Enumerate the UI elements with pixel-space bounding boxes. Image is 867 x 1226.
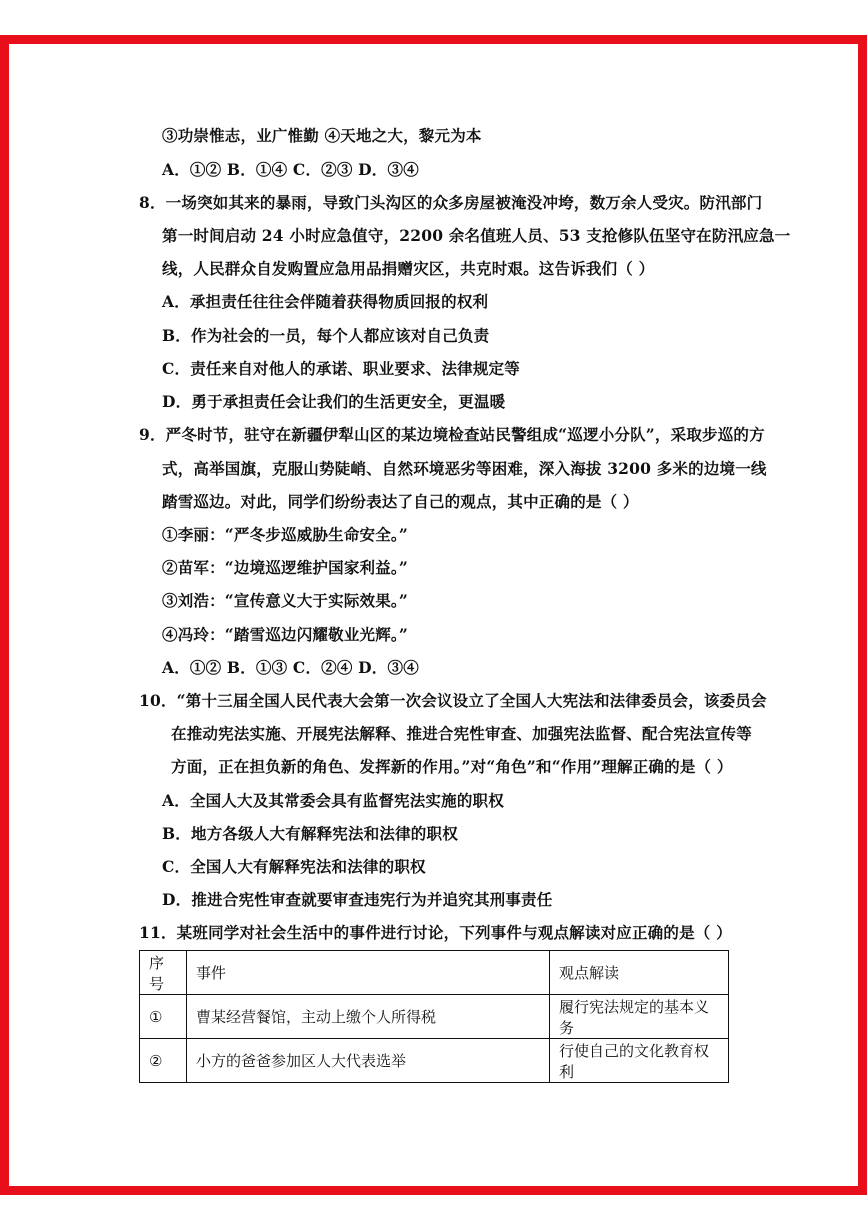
q8-option-b: B．作为社会的一员，每个人都应该对自己负责 xyxy=(162,326,490,345)
row-index: ② xyxy=(140,1039,187,1083)
q8-stem-line3: 线，人民群众自发购置应急用品捐赠灾区，共克时艰。这告诉我们（ ） xyxy=(162,259,655,278)
q10-option-b: B．地方各级人大有解释宪法和法律的职权 xyxy=(162,824,458,843)
q9-statement-1: ①李丽：“严冬步巡威胁生命安全。” xyxy=(162,525,408,544)
q7-options-3-4: ③功崇惟志，业广惟勤 ④天地之大，黎元为本 xyxy=(162,126,482,145)
q11-stem: 11．某班同学对社会生活中的事件进行讨论，下列事件与观点解读对应正确的是（ ） xyxy=(139,923,732,942)
table-header-row xyxy=(140,951,729,995)
table-row xyxy=(140,1039,729,1083)
q8-option-d: D．勇于承担责任会让我们的生活更安全，更温暖 xyxy=(162,392,506,411)
q8-option-c: C．责任来自对他人的承诺、职业要求、法律规定等 xyxy=(162,359,520,378)
q7-choices: A．①② B．①④ C．②③ D．③④ xyxy=(162,160,419,179)
q9-choices: A．①② B．①③ C．②④ D．③④ xyxy=(162,658,419,677)
q8-option-a: A．承担责任往往会伴随着获得物质回报的权利 xyxy=(162,292,489,311)
q10-option-d: D．推进合宪性审查就要审查违宪行为并追究其刑事责任 xyxy=(162,890,553,909)
q10-stem-line1: 10．“第十三届全国人民代表大会第一次会议设立了全国人大宪法和法律委员会，该委员会 xyxy=(139,691,767,710)
row-interpretation: 履行宪法规定的基本义务 xyxy=(550,995,729,1039)
q9-statement-2: ②苗军：“边境巡逻维护国家利益。” xyxy=(162,558,408,577)
q9-stem-line3: 踏雪巡边。对此，同学们纷纷表达了自己的观点，其中正确的是（ ） xyxy=(162,492,639,511)
table-row xyxy=(140,995,729,1039)
q10-option-c: C．全国人大有解释宪法和法律的职权 xyxy=(162,857,426,876)
header-index: 序号 xyxy=(140,951,187,995)
row-event: 曹某经营餐馆，主动上缴个人所得税 xyxy=(187,995,550,1039)
header-event: 事件 xyxy=(187,951,550,995)
q9-statement-3: ③刘浩：“宣传意义大于实际效果。” xyxy=(162,591,408,610)
q8-stem-line1: 8．一场突如其来的暴雨，导致门头沟区的众多房屋被淹没冲垮，数万余人受灾。防汛部门 xyxy=(139,193,763,212)
q10-option-a: A．全国人大及其常委会具有监督宪法实施的职权 xyxy=(162,791,504,810)
q10-stem-line3: 方面，正在担负新的角色、发挥新的作用。”对“角色”和“作用”理解正确的是（ ） xyxy=(171,757,733,776)
row-interpretation: 行使自己的文化教育权利 xyxy=(550,1039,729,1083)
q11-table xyxy=(139,950,729,1083)
q10-stem-line2: 在推动宪法实施、开展宪法解释、推进合宪性审查、加强宪法监督、配合宪法宣传等 xyxy=(171,724,752,743)
header-interpretation: 观点解读 xyxy=(550,951,729,995)
q9-stem-line1: 9．严冬时节，驻守在新疆伊犁山区的某边境检查站民警组成“巡逻小分队”，采取步巡的方 xyxy=(139,425,765,444)
row-index: ① xyxy=(140,995,187,1039)
q9-stem-line2: 式，高举国旗，克服山势陡峭、自然环境恶劣等困难，深入海拔 3200 多米的边境一线 xyxy=(162,459,767,478)
row-event: 小方的爸爸参加区人大代表选举 xyxy=(187,1039,550,1083)
q9-statement-4: ④冯玲：“踏雪巡边闪耀敬业光辉。” xyxy=(162,625,408,644)
q8-stem-line2: 第一时间启动 24 小时应急值守，2200 余名值班人员、53 支抢修队伍坚守在防汛应急一 xyxy=(162,226,791,245)
